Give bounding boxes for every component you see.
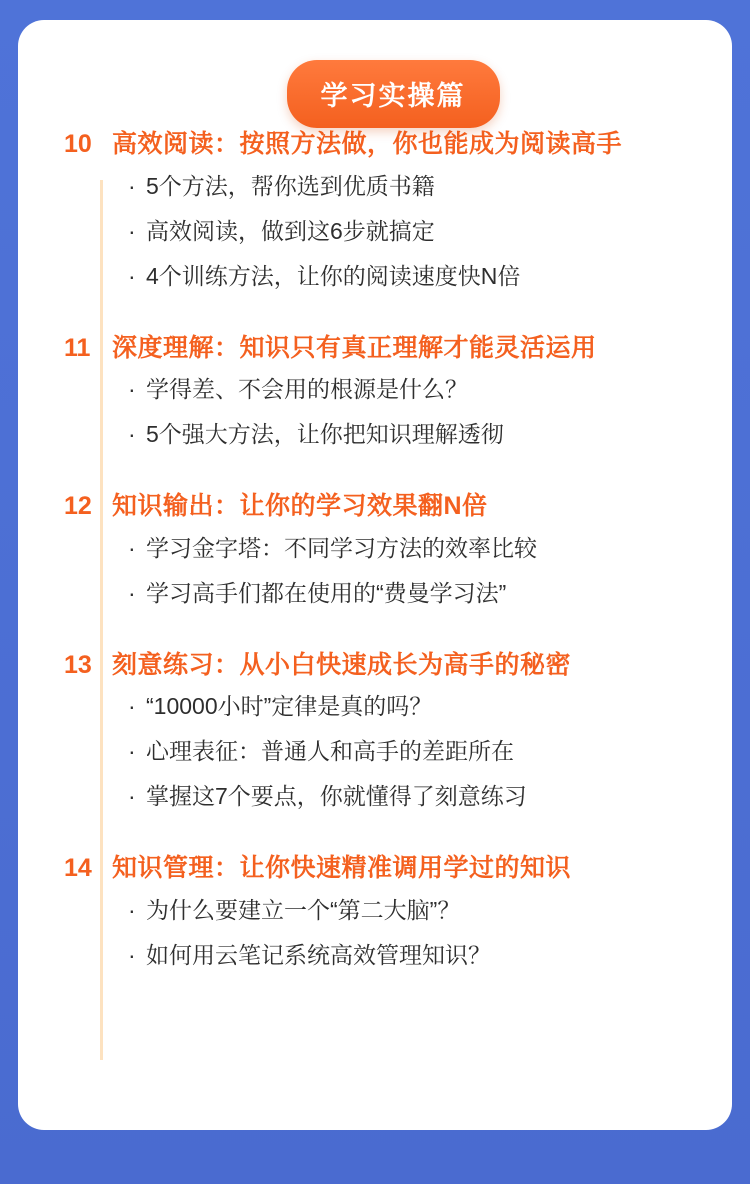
list-item: [18, 216, 732, 247]
section-header: [18, 490, 732, 523]
list-item: [18, 895, 732, 926]
section-item: [18, 649, 732, 813]
list-item: [18, 736, 732, 767]
section-title: 知识输出：让你的学习效果翻N倍: [112, 492, 488, 521]
bullet-dot-icon: ·: [128, 376, 136, 403]
section-header: [18, 128, 732, 161]
list-item: [18, 691, 732, 722]
list-item-label: 学得差、不会用的根源是什么？: [146, 376, 468, 403]
section-header: [18, 332, 732, 365]
list-item: [18, 171, 732, 202]
section-title: 知识管理：让你快速精准调用学过的知识: [112, 854, 572, 883]
list-item-label: “10000小时”定律是真的吗？: [146, 693, 433, 720]
section-title: 刻意练习：从小白快速成长为高手的秘密: [112, 650, 572, 679]
list-item-label: 学习金字塔：不同学习方法的效率比较: [146, 534, 537, 561]
list-item-label: 掌握这7个要点，你就懂得了刻意练习: [146, 783, 527, 810]
bullet-dot-icon: ·: [128, 217, 136, 244]
section-number: 12: [64, 492, 92, 521]
section-header: [18, 852, 732, 885]
section-title: 高效阅读：按照方法做，你也能成为阅读高手: [112, 130, 623, 158]
section-item: [18, 852, 732, 971]
section-number: 14: [64, 854, 92, 883]
bullet-dot-icon: ·: [128, 942, 136, 969]
spacer: [18, 826, 732, 852]
list-item-label: 5个方法，帮你选到优质书籍: [146, 172, 435, 199]
bullet-dot-icon: ·: [128, 421, 136, 448]
bullet-dot-icon: ·: [128, 738, 136, 765]
list-item-label: 高效阅读，做到这6步就搞定: [146, 217, 435, 244]
section-item: [18, 128, 732, 292]
section-item: [18, 490, 732, 609]
bullet-dot-icon: ·: [128, 262, 136, 289]
section-number: 10: [64, 130, 92, 158]
spacer: [18, 623, 732, 649]
section-number: 11: [64, 333, 91, 362]
spacer: [18, 464, 732, 490]
section-badge: 学习实操篇: [287, 60, 500, 128]
bullet-dot-icon: ·: [128, 172, 136, 199]
list-item-label: 为什么要建立一个“第二大脑”？: [146, 896, 461, 923]
section-title: 深度理解：知识只有真正理解才能灵活运用: [112, 333, 597, 362]
section-number: 13: [64, 650, 92, 679]
list-item: [18, 419, 732, 450]
bullet-list: [18, 171, 732, 292]
bullet-dot-icon: ·: [128, 579, 136, 606]
sections-list: [18, 128, 732, 985]
bullet-dot-icon: ·: [128, 693, 136, 720]
list-item: [18, 374, 732, 405]
bullet-dot-icon: ·: [128, 534, 136, 561]
section-item: [18, 332, 732, 451]
bullet-list: [18, 533, 732, 609]
bullet-list: [18, 895, 732, 971]
spacer: [18, 306, 732, 332]
badge-container: [18, 60, 750, 128]
bullet-dot-icon: ·: [128, 783, 136, 810]
list-item: [18, 533, 732, 564]
list-item-label: 学习高手们都在使用的“费曼学习法”: [146, 579, 507, 606]
list-item: [18, 578, 732, 609]
bullet-list: [18, 374, 732, 450]
list-item: [18, 261, 732, 292]
list-item: [18, 940, 732, 971]
list-item-label: 心理表征：普通人和高手的差距所在: [146, 738, 514, 765]
list-item-label: 如何用云笔记系统高效管理知识？: [146, 942, 491, 969]
list-item-label: 4个训练方法，让你的阅读速度快N倍: [146, 262, 521, 289]
bullet-list: [18, 691, 732, 812]
list-item: [18, 781, 732, 812]
content-card: [18, 20, 732, 1130]
section-header: [18, 649, 732, 682]
list-item-label: 5个强大方法，让你把知识理解透彻: [146, 421, 504, 448]
bullet-dot-icon: ·: [128, 896, 136, 923]
